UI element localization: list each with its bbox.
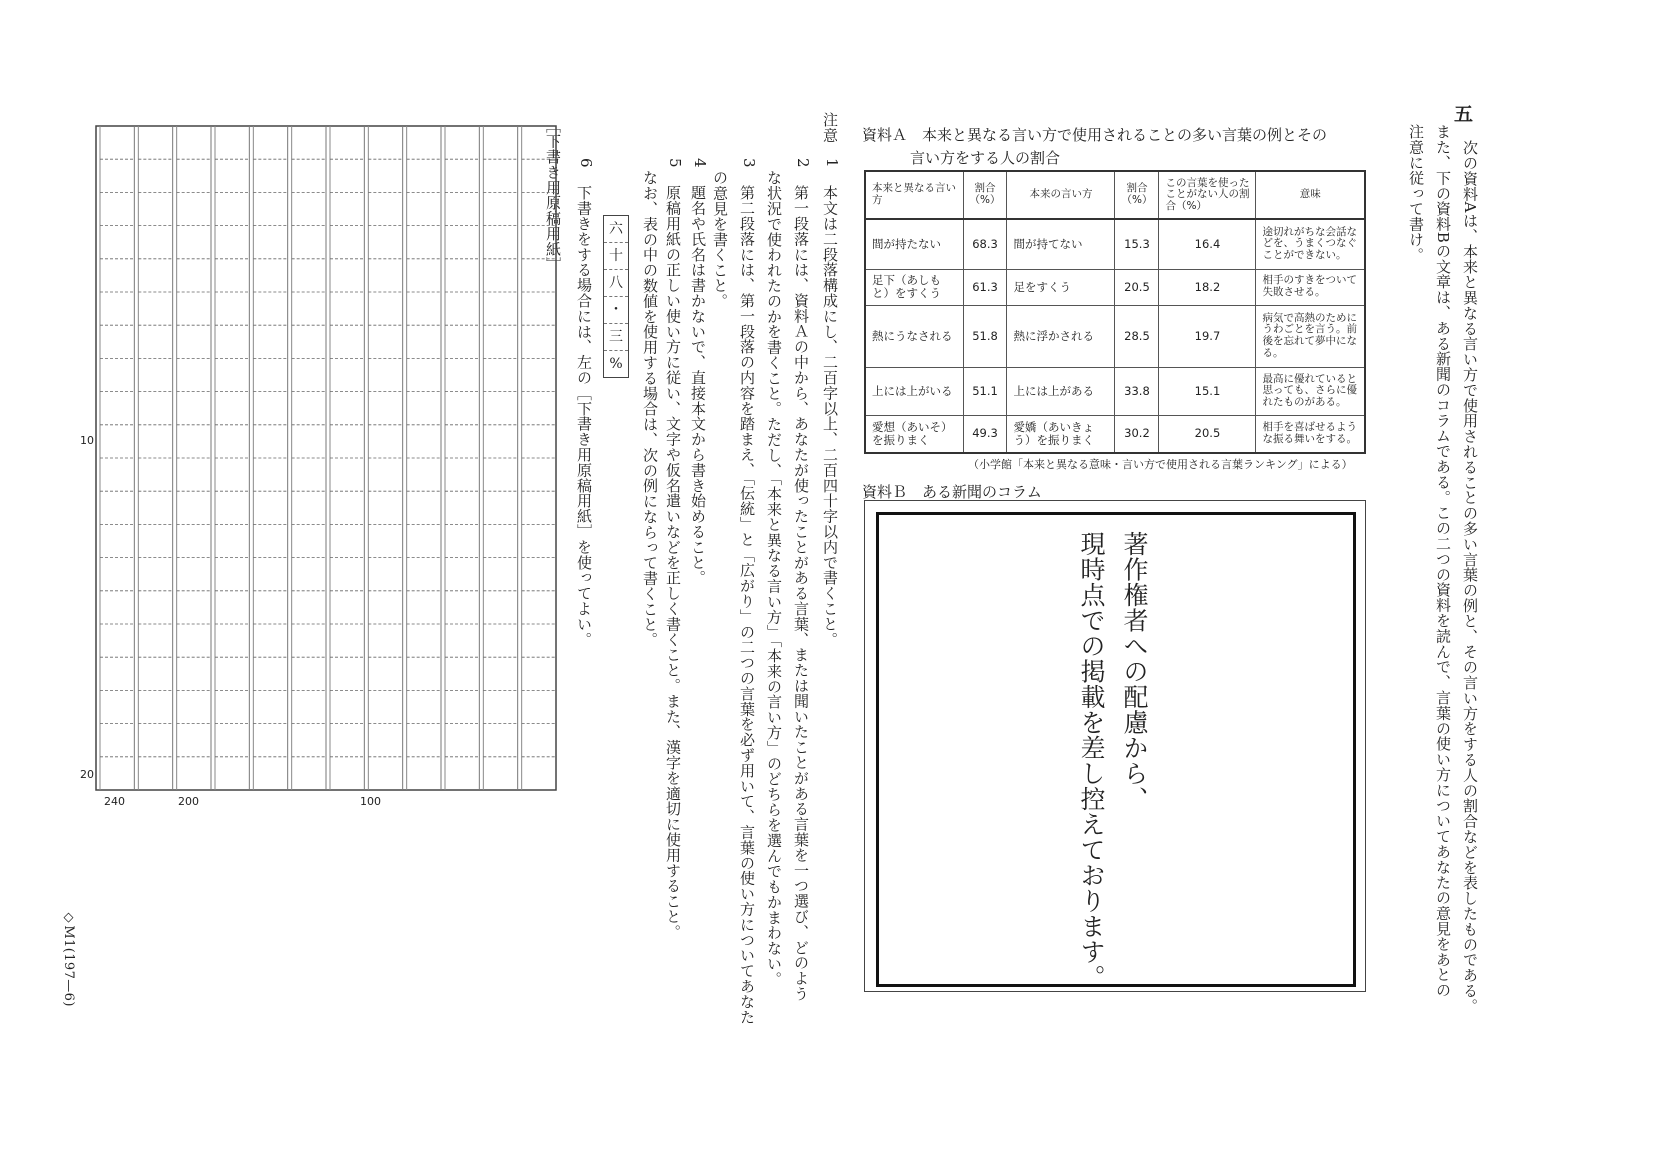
note-text: 第一段落には、資料Ａの中から、あなたが使ったことがある言葉、または聞いたことがある言葉を一つ選び、どのよう bbox=[792, 185, 810, 1002]
copyright-notice-line: 現時点での掲載を差し控えております。 bbox=[1077, 531, 1106, 990]
material-a-source: （小学館「本来と異なる意味・言い方で使用される言葉ランキング」による） bbox=[968, 458, 1353, 471]
note-number: 2 bbox=[794, 158, 812, 168]
table-cell: 上には上がいる bbox=[865, 367, 963, 415]
header-cell: 意味 bbox=[1256, 171, 1365, 219]
table-cell: 28.5 bbox=[1115, 305, 1159, 367]
table-cell: 19.7 bbox=[1159, 305, 1256, 367]
note-text: 下書きをする場合には、左の［下書き用原稿用紙］を使ってよい。 bbox=[575, 185, 593, 647]
table-cell: 33.8 bbox=[1115, 367, 1159, 415]
table-cell: 愛嬌（あいきょう）を振りまく bbox=[1007, 415, 1115, 453]
example-char: 十 bbox=[604, 243, 628, 270]
table-cell: 最高に優れていると思っても、さらに優れたものがある。 bbox=[1256, 367, 1365, 415]
note-text: 原稿用紙の正しい使い方に従い、文字や仮名遣いなどを正しく書くこと。また、漢字を適切に使用すること。 bbox=[664, 185, 682, 940]
table-cell: 18.2 bbox=[1159, 269, 1256, 305]
note-number: 6 bbox=[577, 158, 595, 168]
table-cell: 熱に浮かされる bbox=[1007, 305, 1115, 367]
note-text: なお、表の中の数値を使用する場合は、次の例にならって書くこと。 bbox=[641, 170, 659, 648]
copyright-notice-line: 著作権者への配慮から、 bbox=[1120, 531, 1149, 812]
example-char: % bbox=[609, 356, 623, 372]
example-char: 六 bbox=[604, 216, 628, 243]
table-cell: 上には上がある bbox=[1007, 367, 1115, 415]
row-mark-10: 10 bbox=[80, 434, 94, 447]
table-cell: 15.1 bbox=[1159, 367, 1256, 415]
table-cell: 51.8 bbox=[963, 305, 1007, 367]
material-b-title: 資料Ｂ ある新聞のコラム bbox=[862, 483, 1042, 501]
example-char: ・ bbox=[604, 297, 628, 324]
count-mark-100: 100 bbox=[360, 795, 381, 808]
draft-paper-label: ［下書き用原稿用紙］ bbox=[544, 118, 562, 272]
section-number: 五 bbox=[1451, 104, 1473, 124]
table-cell: 15.3 bbox=[1115, 219, 1159, 269]
table-cell: 30.2 bbox=[1115, 415, 1159, 453]
table-cell: 相手を喜ばせるような振る舞いをする。 bbox=[1256, 415, 1365, 453]
count-mark-200: 200 bbox=[178, 795, 199, 808]
note-number: 1 bbox=[823, 158, 841, 168]
table-cell: 病気で高熱のためにうわごとを言う。前後を忘れて夢中になる。 bbox=[1256, 305, 1365, 367]
table-cell: 相手のすきをついて失敗させる。 bbox=[1256, 269, 1365, 305]
note-number: 4 bbox=[691, 158, 709, 168]
note-text: の意見を書くこと。 bbox=[711, 170, 729, 309]
table-cell: 間が持てない bbox=[1007, 219, 1115, 269]
example-char: 八 bbox=[604, 270, 628, 297]
table-cell: 68.3 bbox=[963, 219, 1007, 269]
table-cell: 途切れがちな会話などを、うまくつなぐことができない。 bbox=[1256, 219, 1365, 269]
note-number: 3 bbox=[740, 158, 758, 168]
header-cell: 割合（%） bbox=[1115, 171, 1159, 219]
instruction-line: 次の資料Aは、本来と異なる言い方で使用されることの多い言葉の例と、その言い方をする人の割合などを表したものである。 bbox=[1461, 140, 1479, 1014]
header-cell: 本来の言い方 bbox=[1007, 171, 1115, 219]
note-text: 題名や氏名は書かないで、直接本文から書き始めること。 bbox=[689, 185, 707, 586]
table-cell: 間が持たない bbox=[865, 219, 963, 269]
note-text: 第二段落には、第一段落の内容を踏まえ、「伝統」と「広がり」の二つの言葉を必ず用いて、言葉の使い方についてあなた bbox=[738, 185, 756, 1025]
material-a-title: 資料Ａ 本来と異なる言い方で使用されることの多い言葉の例とその bbox=[862, 126, 1328, 144]
example-char: 三 bbox=[604, 324, 628, 351]
footer-code: ◇M1(197—6) bbox=[61, 910, 76, 1007]
table-cell: 49.3 bbox=[963, 415, 1007, 453]
note-text: な状況で使われたのかを書くこと。ただし、「本来と異なる言い方」「本来の言い方」のどちらを選んでもかまわない。 bbox=[765, 170, 783, 987]
note-number: 5 bbox=[666, 158, 684, 168]
note-text: 本文は二段落構成にし、二百字以上、二百四十字以内で書くこと。 bbox=[821, 185, 839, 647]
notes-heading: 注意 bbox=[821, 112, 839, 143]
table-cell: 熱にうなされる bbox=[865, 305, 963, 367]
table-cell: 愛想（あいそ）を振りまく bbox=[865, 415, 963, 453]
table-cell: 51.1 bbox=[963, 367, 1007, 415]
count-mark-240: 240 bbox=[104, 795, 125, 808]
table-cell: 61.3 bbox=[963, 269, 1007, 305]
instruction-line: また、下の資料Bの文章は、ある新聞のコラムである。この二つの資料を読んで、言葉の使い方についてあなたの意見をあとの bbox=[1434, 124, 1452, 998]
table-cell: 20.5 bbox=[1115, 269, 1159, 305]
table-cell: 20.5 bbox=[1159, 415, 1256, 453]
material-a-title-line2: 言い方をする人の割合 bbox=[910, 149, 1061, 167]
header-cell: 本来と異なる言い方 bbox=[865, 171, 963, 219]
header-cell: この言葉を使ったことがない人の割合（%） bbox=[1159, 171, 1256, 219]
row-mark-20: 20 bbox=[80, 768, 94, 781]
table-cell: 16.4 bbox=[1159, 219, 1256, 269]
instruction-line: 注意に従って書け。 bbox=[1407, 124, 1425, 263]
table-cell: 足下（あしもと）をすくう bbox=[865, 269, 963, 305]
table-cell: 足をすくう bbox=[1007, 269, 1115, 305]
header-cell: 割合（%） bbox=[963, 171, 1007, 219]
